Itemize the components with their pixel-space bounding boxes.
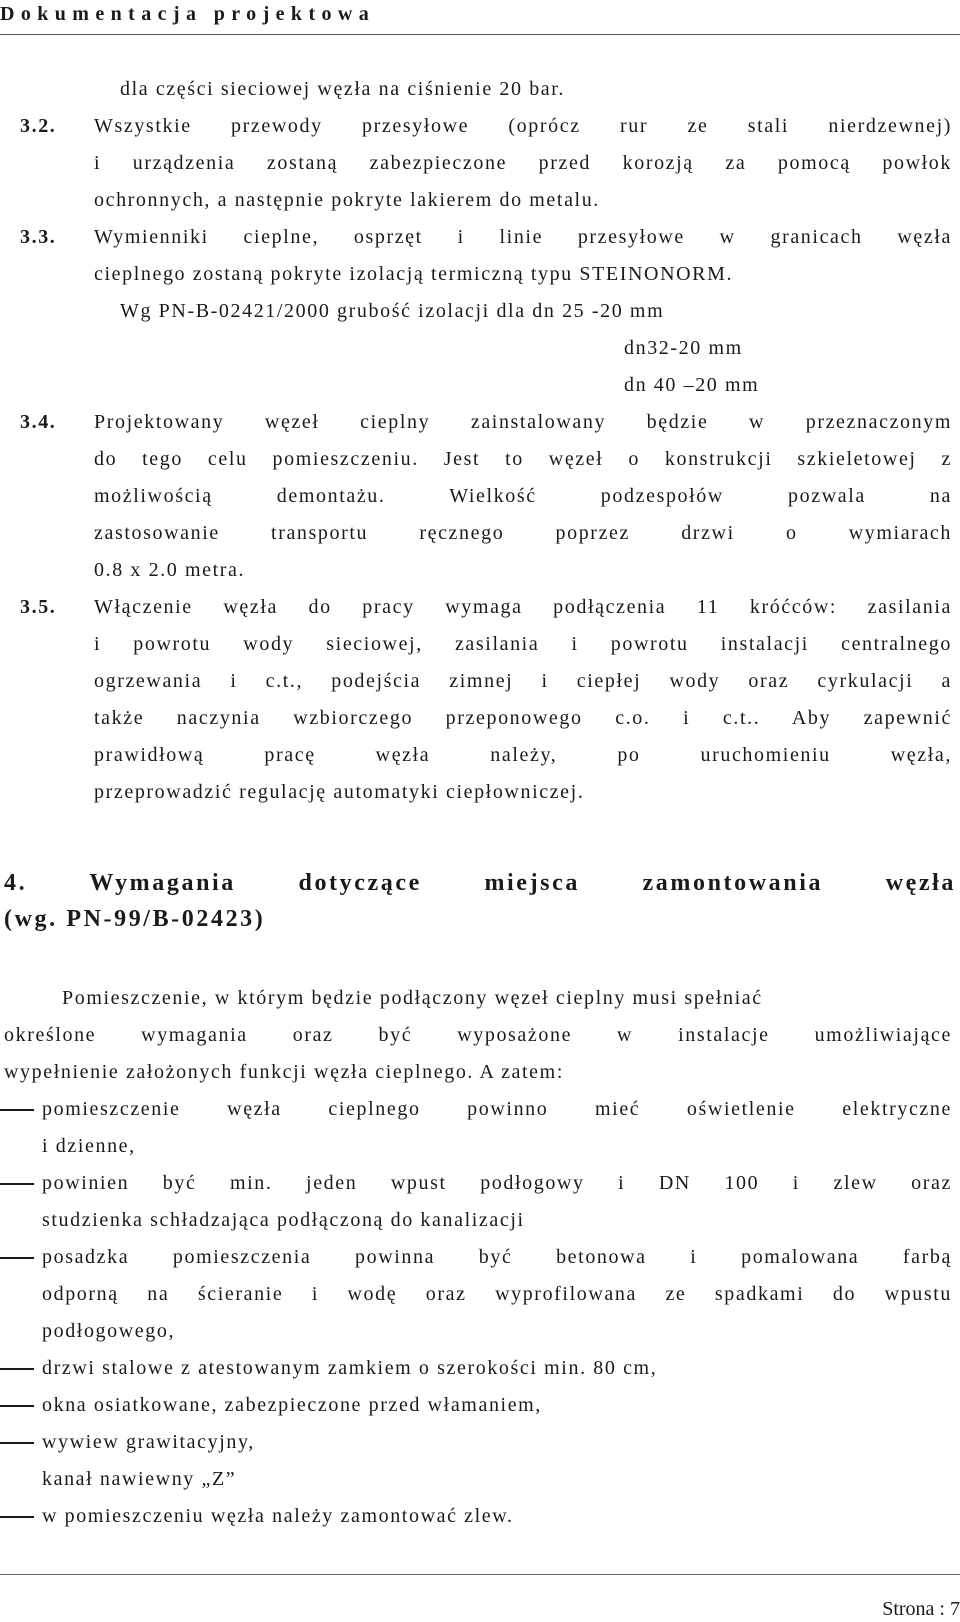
- bullet-dash: [0, 1368, 34, 1370]
- bullet-dash: [0, 1405, 34, 1407]
- paragraph-line: wypełnienie założonych funkcji węzła cieplnego. A zatem:: [4, 1061, 564, 1083]
- text-line: do tego celu pomieszczeniu. Jest to węzeł o konstrukcji szkieletowej z: [94, 448, 952, 470]
- list-item-continuation: studzienka schładzająca podłączoną do kanalizacji: [42, 1209, 525, 1231]
- text-line: przeprowadzić regulację automatyki ciepłowniczej.: [94, 781, 585, 803]
- list-item-continuation: podłogowego,: [42, 1320, 176, 1342]
- section-number-3-4: 3.4.: [20, 411, 57, 433]
- list-item-continuation: odporną na ścieranie i wodę oraz wyprofilowana ze spadkami do wpustu: [42, 1283, 952, 1305]
- page-header: [0, 0, 960, 35]
- text-line: ochronnych, a następnie pokryte lakierem do metalu.: [94, 189, 600, 211]
- section-heading-norm: (wg. PN-99/B-02423): [4, 906, 266, 932]
- section-number-3-5: 3.5.: [20, 596, 57, 618]
- page-number: Strona : 7: [882, 1598, 960, 1620]
- list-item: posadzka pomieszczenia powinna być betonowa i pomalowana farbą: [42, 1246, 952, 1268]
- text-line: i urządzenia zostaną zabezpieczone przed korozją za pomocą powłok: [94, 152, 952, 174]
- text-line: Projektowany węzeł cieplny zainstalowany będzie w przeznaczonym: [94, 411, 952, 433]
- text-line: i powrotu wody sieciowej, zasilania i powrotu instalacji centralnego: [94, 633, 952, 655]
- list-item: okna osiatkowane, zabezpieczone przed włamaniem,: [42, 1394, 542, 1416]
- text-line: możliwością demontażu. Wielkość podzespołów pozwala na: [94, 485, 952, 507]
- text-line: 0.8 x 2.0 metra.: [94, 559, 246, 581]
- paragraph-line: Pomieszczenie, w którym będzie podłączony węzeł cieplny musi spełniać: [62, 987, 763, 1009]
- section-number-3-3: 3.3.: [20, 226, 57, 248]
- text-line: ogrzewania i c.t., podejścia zimnej i ciepłej wody oraz cyrkulacji a: [94, 670, 952, 692]
- text-line: Włączenie węzła do pracy wymaga podłączenia 11 króćców: zasilania: [94, 596, 952, 618]
- text-line: Wg PN-B-02421/2000 grubość izolacji dla dn 25 -20 mm: [120, 300, 665, 322]
- bullet-dash: [0, 1183, 34, 1185]
- list-item: w pomieszczeniu węzła należy zamontować zlew.: [42, 1505, 514, 1527]
- list-item: powinien być min. jeden wpust podłogowy i DN 100 i zlew oraz: [42, 1172, 952, 1194]
- list-item: wywiew grawitacyjny,: [42, 1431, 255, 1453]
- footer-rule: [0, 1574, 960, 1575]
- section-heading: 4. Wymagania dotyczące miejsca zamontowania węzła: [4, 870, 956, 896]
- text-line: Wszystkie przewody przesyłowe (oprócz rur ze stali nierdzewnej): [94, 115, 952, 137]
- bullet-dash: [0, 1516, 34, 1518]
- text-line: także naczynia wzbiorczego przeponowego c.o. i c.t.. Aby zapewnić: [94, 707, 952, 729]
- bullet-dash: [0, 1257, 34, 1259]
- text-line: dn 40 –20 mm: [624, 374, 760, 396]
- list-item: pomieszczenie węzła cieplnego powinno mieć oświetlenie elektryczne: [42, 1098, 952, 1120]
- paragraph-line: określone wymagania oraz być wyposażone w instalacje umożliwiające: [4, 1024, 952, 1046]
- bullet-dash: [0, 1442, 34, 1444]
- document-title: Dokumentacja projektowa: [0, 3, 376, 25]
- text-line: zastosowanie transportu ręcznego poprzez drzwi o wymiarach: [94, 522, 952, 544]
- text-line: prawidłową pracę węzła należy, po uruchomieniu węzła,: [94, 744, 952, 766]
- text-line: Wymienniki cieplne, osprzęt i linie przesyłowe w granicach węzła: [94, 226, 952, 248]
- text-line: dn32-20 mm: [624, 337, 743, 359]
- bullet-dash: [0, 1109, 34, 1111]
- text-line: cieplnego zostaną pokryte izolacją termiczną typu STEINONORM.: [94, 263, 734, 285]
- list-item-continuation: i dzienne,: [42, 1135, 136, 1157]
- text-line: dla części sieciowej węzła na ciśnienie 20 bar.: [120, 78, 566, 100]
- list-item: drzwi stalowe z atestowanym zamkiem o szerokości min. 80 cm,: [42, 1357, 658, 1379]
- section-number-3-2: 3.2.: [20, 115, 57, 137]
- list-item-continuation: kanał nawiewny „Z”: [42, 1468, 237, 1490]
